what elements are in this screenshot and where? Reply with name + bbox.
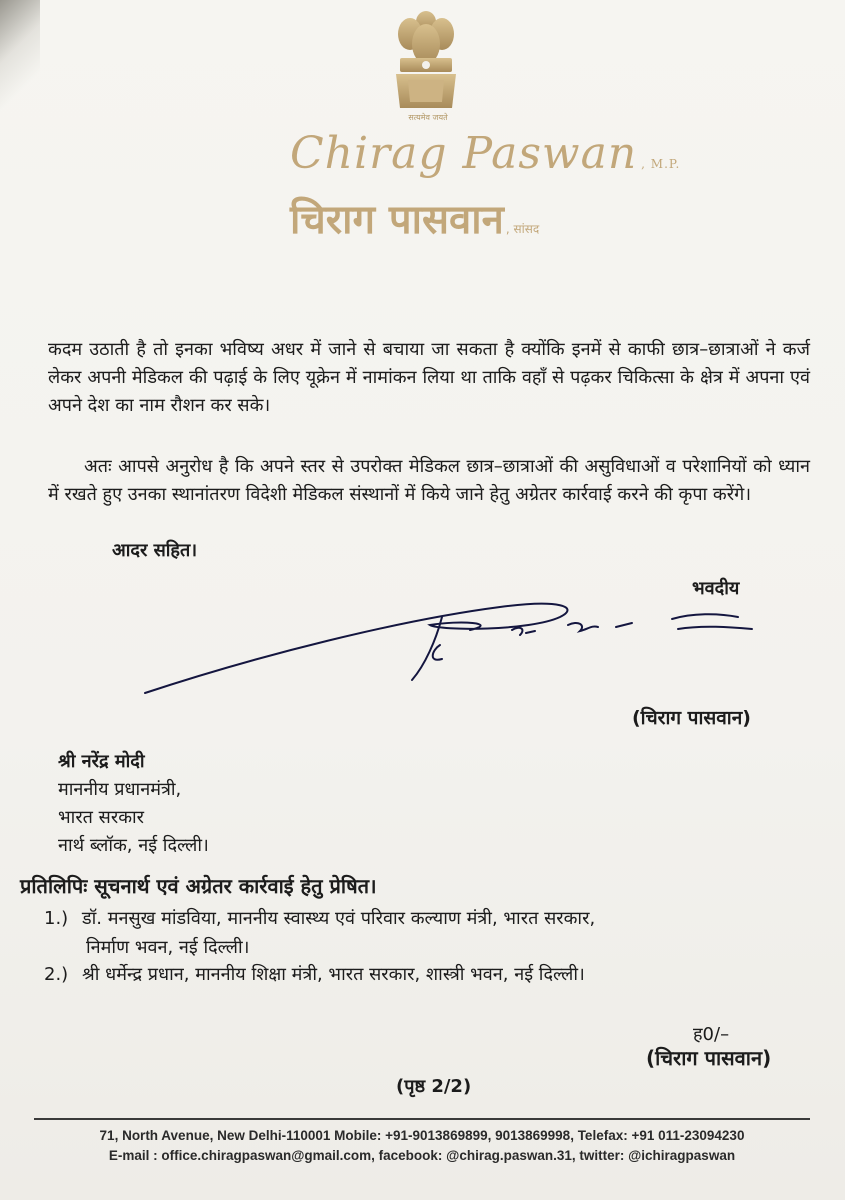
letterhead-name-english xyxy=(290,128,680,179)
letterhead-name-hindi xyxy=(290,190,539,245)
addressee-line-3: नार्थ ब्लॉक, नई दिल्ली। xyxy=(58,835,209,856)
footer-divider xyxy=(34,1118,810,1120)
regards-line: आदर सहित। xyxy=(112,540,198,561)
addressee-block xyxy=(58,748,209,860)
closing-signatory: (चिराग पासवान) xyxy=(646,1046,772,1070)
copy-to-item-1 xyxy=(44,904,784,962)
copy-item-text: श्री धर्मेन्द्र प्रधान, माननीय शिक्षा मंत्री, भारत सरकार, शास्त्री भवन, नई दिल्ली। xyxy=(82,964,585,985)
page-curl-shadow xyxy=(0,0,40,120)
addressee-name: श्री नरेंद्र मोदी xyxy=(58,751,145,772)
addressee-line-1: माननीय प्रधानमंत्री, xyxy=(58,779,182,800)
sansad-suffix: , सांसद xyxy=(505,222,540,236)
body-paragraph-2: अतः आपसे अनुरोध है कि अपने स्तर से उपरोक्त मेडिकल छात्र–छात्राओं की असुविधाओं व परेशानियों को ध्यान में रखते हुए उनका स्थानांतरण विदेशी मेडिकल संस्थानों में किये जाने हेतु अग्रेतर कार्रवाई करने की कृपा करेंगे। xyxy=(48,456,810,505)
name-hindi-text: चिराग पासवान xyxy=(290,197,504,243)
emblem-motto: सत्यमेव जयते xyxy=(408,113,448,122)
copy-item-text: डॉ. मनसुख मांडविया, माननीय स्वास्थ्य एवं परिवार कल्याण मंत्री, भारत सरकार, xyxy=(82,908,596,929)
signed-mark: ह0/– xyxy=(693,1024,730,1045)
copy-to-heading: प्रतिलिपिः सूचनार्थ एवं अग्रेतर कार्रवाई हेतु प्रेषित। xyxy=(20,874,377,898)
copy-item-number: 2.) xyxy=(44,964,69,985)
state-emblem-icon xyxy=(386,4,466,124)
mp-suffix: , M.P. xyxy=(641,157,681,171)
handwritten-signature xyxy=(140,585,780,695)
copy-item-continuation: निर्माण भवन, नई दिल्ली। xyxy=(86,937,250,958)
copy-to-item-2 xyxy=(44,960,804,989)
copy-item-number: 1.) xyxy=(44,908,69,929)
footer-contact: E-mail : office.chiragpaswan@gmail.com, facebook: @chirag.paswan.31, twitter: @ichiragpaswan xyxy=(108,1148,736,1163)
footer-address: 71, North Avenue, New Delhi-110001 Mobile: +91-9013869899, 9013869998, Telefax: +91 011-23094230 xyxy=(99,1128,745,1143)
yours-faithfully: भवदीय xyxy=(692,578,740,599)
page-number: (पृष्ठ 2/2) xyxy=(396,1076,472,1097)
signatory-name: (चिराग पासवान) xyxy=(632,707,751,729)
body-paragraph-1: कदम उठाती है तो इनका भविष्य अधर में जाने से बचाया जा सकता है क्योंकि इनमें से काफी छात्र–छात्राओं ने कर्ज लेकर अपनी मेडिकल की पढ़ाई के लिए यूक्रेन में नामांकन लिया था ताकि वहाँ से पढ़कर चिकित्सा के क्षेत्र में अपना एवं अपने देश का नाम रौशन कर सके। xyxy=(48,339,810,416)
name-english-text: Chirag Paswan xyxy=(290,128,638,179)
addressee-line-2: भारत सरकार xyxy=(58,807,145,828)
